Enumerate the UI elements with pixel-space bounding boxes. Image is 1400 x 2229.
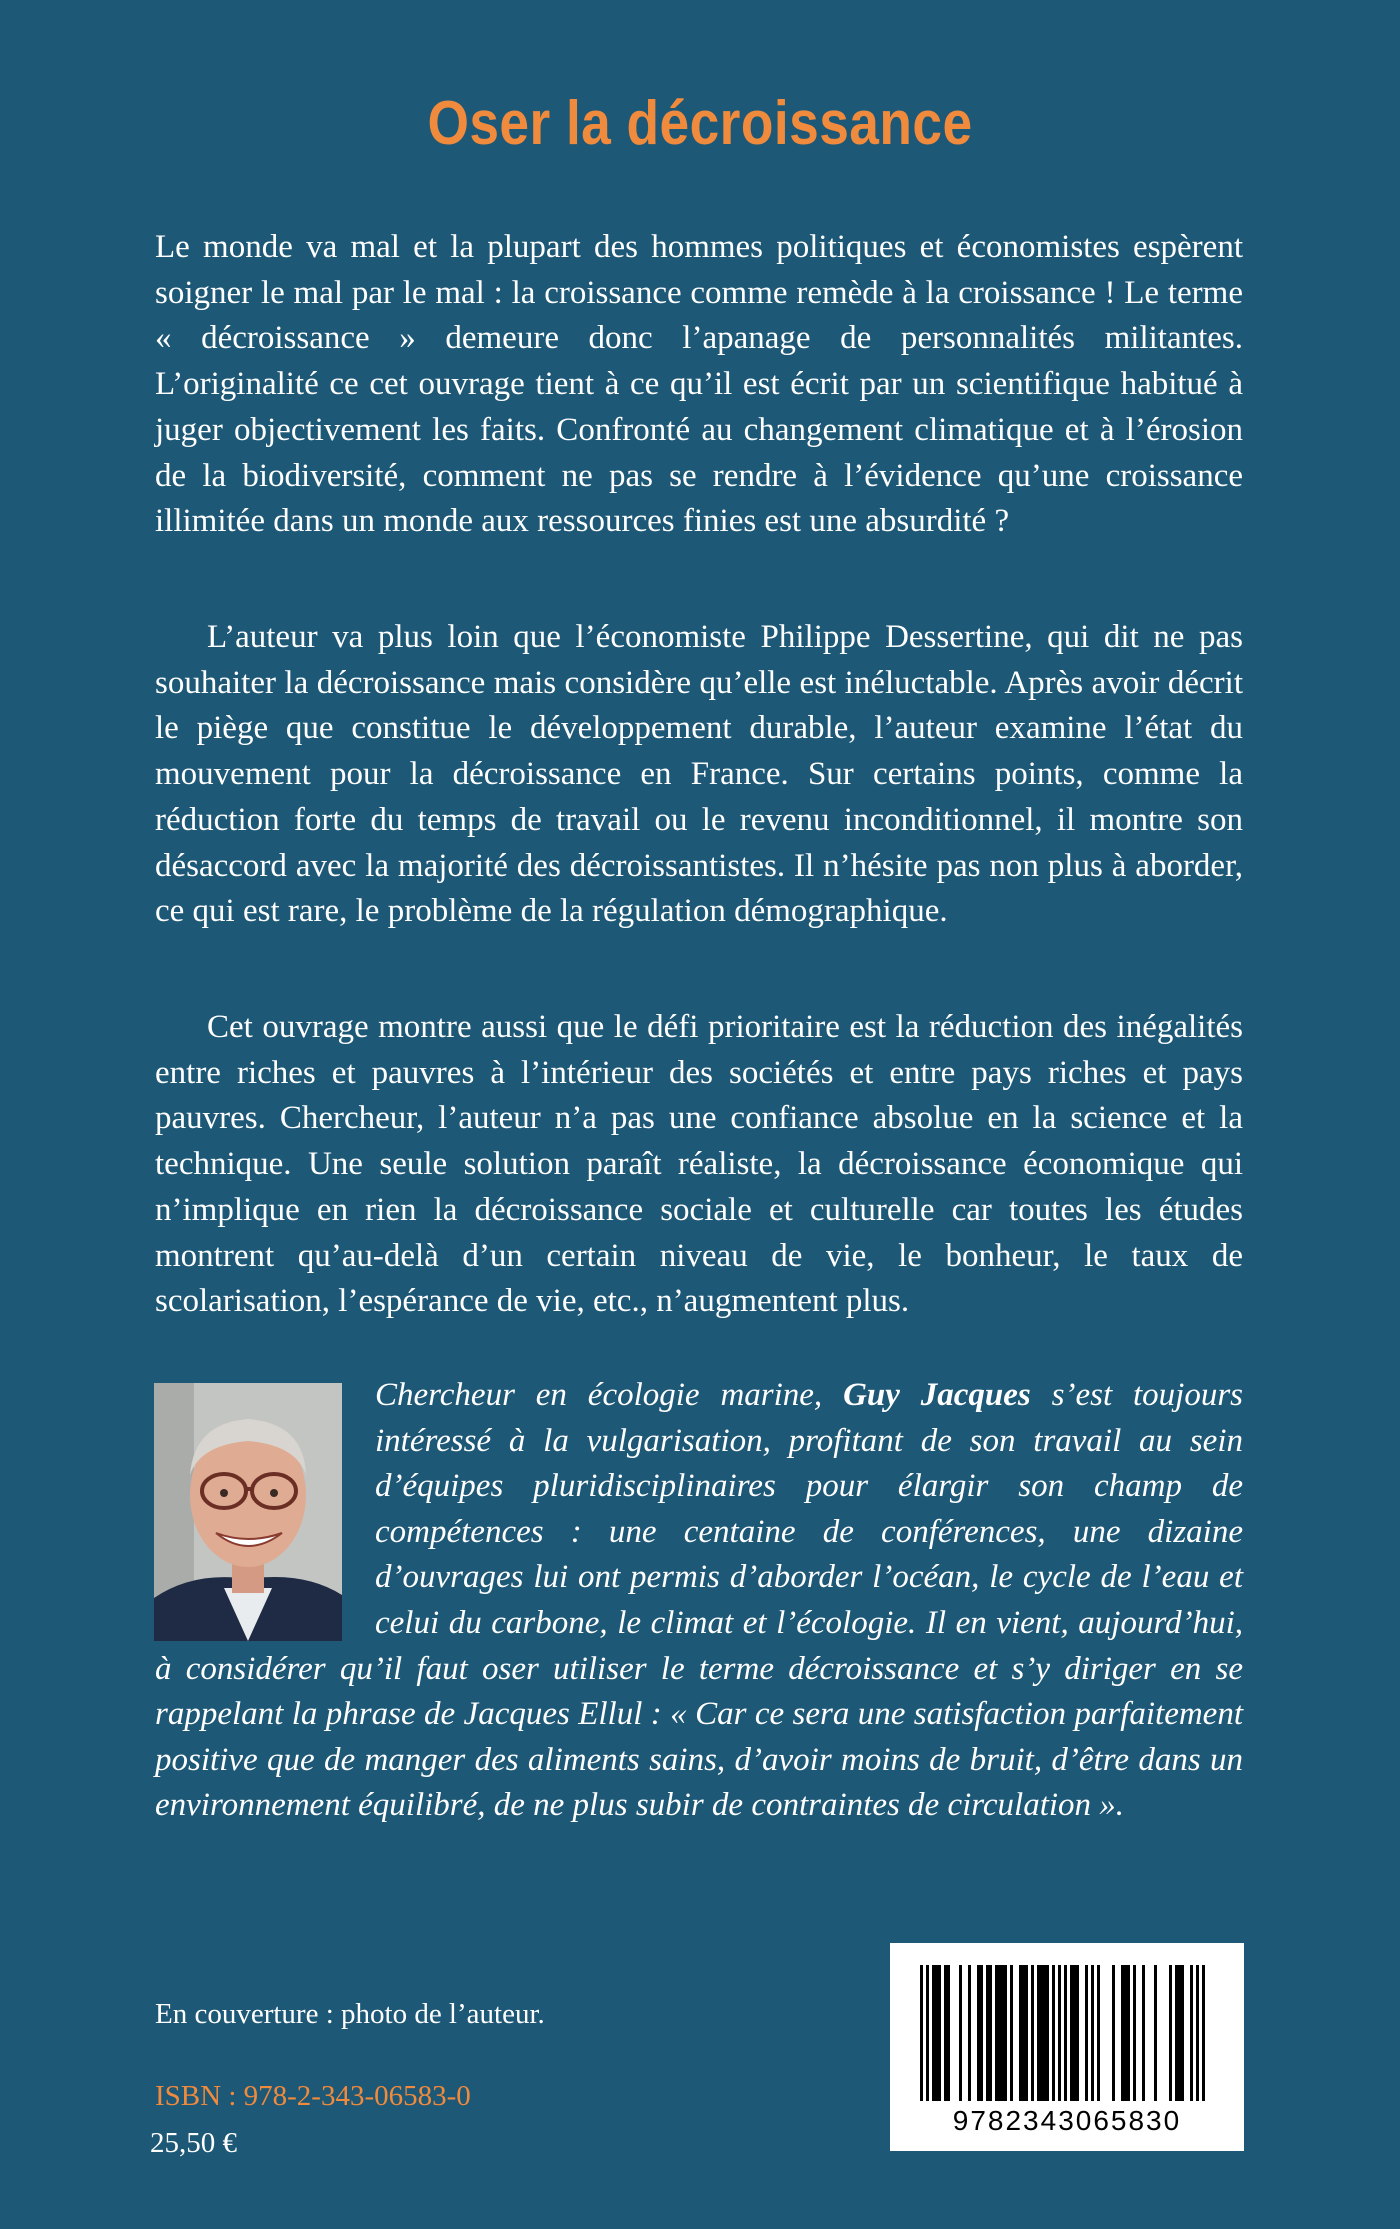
- barcode: [890, 1943, 1244, 2151]
- barcode-bar: [1142, 1965, 1145, 2101]
- barcode-bar: [1001, 1965, 1004, 2101]
- barcode-bar: [959, 1965, 962, 2101]
- barcode-bar: [1004, 1965, 1007, 2101]
- barcode-bar: [1154, 1965, 1157, 2101]
- photo-spacer: [155, 1373, 375, 1643]
- barcode-bar: [1040, 1965, 1043, 2101]
- barcode-bar: [1037, 1965, 1040, 2101]
- barcode-bar: [935, 1965, 938, 2101]
- barcode-bars: [890, 1943, 1244, 2113]
- barcode-bar: [1175, 1965, 1178, 2101]
- barcode-bar: [1124, 1965, 1127, 2101]
- barcode-bar: [1133, 1965, 1136, 2101]
- barcode-bar: [1196, 1965, 1199, 2101]
- isbn: ISBN : 978-2-343-06583-0: [155, 2080, 471, 2112]
- barcode-bar: [1022, 1965, 1025, 2101]
- barcode-number: 9782343065830: [952, 2105, 1182, 2136]
- barcode-bar: [968, 1965, 971, 2101]
- bio-text-before: Chercheur en écologie marine,: [375, 1377, 844, 1413]
- price: 25,50 €: [150, 2127, 237, 2159]
- barcode-bar: [1085, 1965, 1088, 2101]
- bio-text-after: s’est toujours intéressé à la vulgarisation, profitant de son travail au sein d’équipes pluridisciplinaires pour élargir son champ de compétences : une centaine de conférences, une dizaine d’ouvrages lui ont permis d’aborder l’océan, le cycle de l’eau et celui du carbone, le climat et l’écologie. Il en vient, aujourd’hui, à considérer qu’il faut oser utiliser le terme décroissance et s’y diriger en se rappelant la phrase de Jacques Ellul : « Car ce sera une satisfaction parfaitement positive que de manger des aliments sains, d’avoir moins de bruit, d’être dans un environnement équilibré, de ne plus subir de contraintes de circulation ».: [155, 1377, 1244, 1824]
- book-title: Oser la décroissance: [427, 89, 973, 158]
- barcode-bar: [1031, 1965, 1034, 2101]
- barcode-bar: [1070, 1965, 1073, 2101]
- barcode-bar: [1025, 1965, 1028, 2101]
- barcode-bar: [995, 1965, 998, 2101]
- barcode-bar: [1043, 1965, 1046, 2101]
- barcode-bar: [1202, 1965, 1205, 2101]
- summary-paragraph-2: L’auteur va plus loin que l’économiste Philippe Dessertine, qui dit ne pas souhaiter la décroissance mais considère qu’elle est inéluctable. Après avoir décrit le piège que constitue le développement durable, l’auteur examine l’état du mouvement pour la décroissance en France. Sur certains points, comme la réduction forte du temps de travail ou le revenu inconditionnel, il montre son désaccord avec la majorité des décroissantistes. Il n’hésite pas non plus à aborder, ce qui est rare, le problème de la régulation démographique.: [155, 619, 1243, 930]
- barcode-bar: [1190, 1965, 1193, 2101]
- barcode-bar: [977, 1965, 980, 2101]
- barcode-bar: [998, 1965, 1001, 2101]
- barcode-bar: [1181, 1965, 1184, 2101]
- barcode-bar: [1064, 1965, 1067, 2101]
- barcode-bar: [947, 1965, 950, 2101]
- barcode-bar: [1019, 1965, 1022, 2101]
- barcode-bar: [986, 1965, 989, 2101]
- barcode-bar: [1178, 1965, 1181, 2101]
- barcode-bar: [1112, 1965, 1115, 2101]
- barcode-bar: [932, 1965, 935, 2101]
- barcode-bar: [1097, 1965, 1100, 2101]
- barcode-bar: [1052, 1965, 1055, 2101]
- barcode-bar: [926, 1965, 929, 2101]
- barcode-bar: [1058, 1965, 1061, 2101]
- author-bio: [155, 1373, 1243, 1829]
- barcode-bar: [980, 1965, 983, 2101]
- barcode-bar: [1046, 1965, 1049, 2101]
- barcode-bar: [1091, 1965, 1094, 2101]
- barcode-bar: [938, 1965, 941, 2101]
- cover-credit: En couverture : photo de l’auteur.: [155, 1998, 545, 2030]
- barcode-bar: [1169, 1965, 1172, 2101]
- barcode-bar: [944, 1965, 947, 2101]
- summary-paragraph-1: Le monde va mal et la plupart des hommes politiques et économistes espèrent soigner le mal par le mal : la croissance comme remède à la croissance ! Le terme « décroissance » demeure donc l’apanage de personnalités militantes. L’originalité ce cet ouvrage tient à ce qu’il est écrit par un scientifique habitué à juger objectivement les faits. Confronté au changement climatique et à l’érosion de la biodiversité, comment ne pas se rendre à l’évidence qu’une croissance illimitée dans un monde aux ressources finies est une absurdité ?: [155, 229, 1243, 540]
- barcode-bar: [989, 1965, 992, 2101]
- barcode-bar: [1121, 1965, 1124, 2101]
- author-name: Guy Jacques: [843, 1377, 1031, 1413]
- barcode-bar: [1073, 1965, 1076, 2101]
- barcode-bar: [920, 1965, 923, 2101]
- barcode-bar: [1127, 1965, 1130, 2101]
- barcode-bar: [1010, 1965, 1013, 2101]
- summary-paragraph-3: Cet ouvrage montre aussi que le défi prioritaire est la réduction des inégalités entre riches et pauvres à l’intérieur des sociétés et entre pays riches et pays pauvres. Chercheur, l’auteur n’a pas une confiance absolue en la science et la technique. Une seule solution paraît réaliste, la décroissance économique qui n’implique en rien la décroissance sociale et culturelle car toutes les études montrent qu’au-delà d’un certain niveau de vie, le bonheur, le taux de scolarisation, l’espérance de vie, etc., n’augmentent plus.: [155, 1009, 1243, 1320]
- barcode-bar: [1076, 1965, 1079, 2101]
